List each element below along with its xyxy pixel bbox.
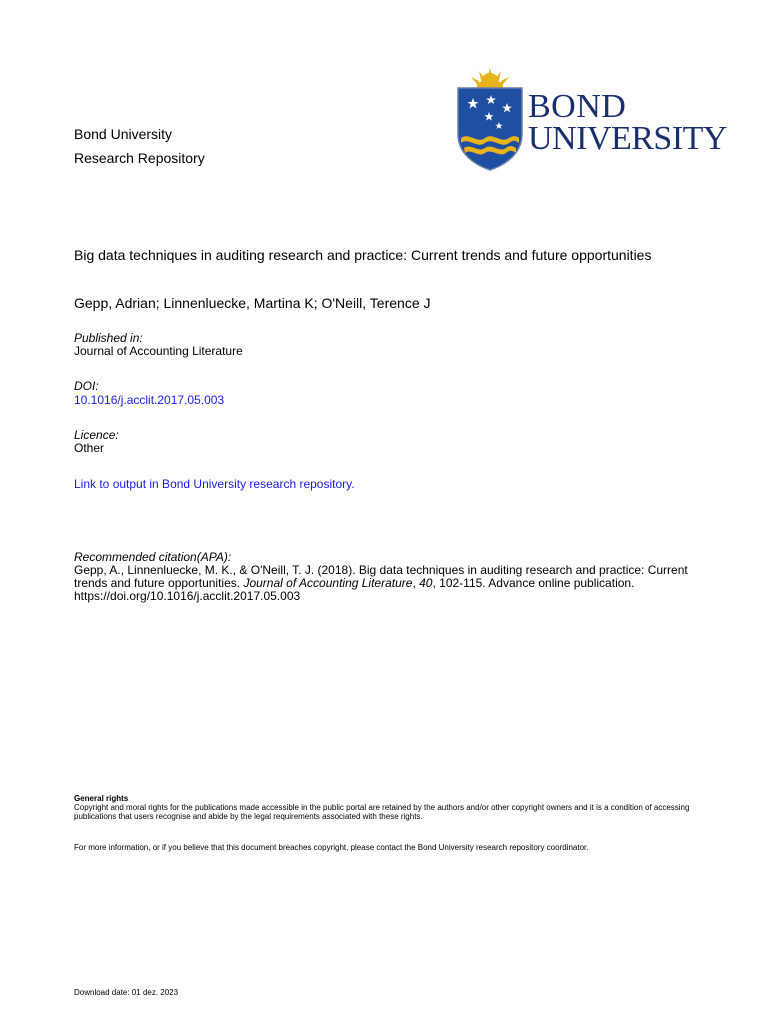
published-in-label: Published in: — [74, 331, 143, 345]
general-rights-text: Copyright and moral rights for the publications made accessible in the public portal are retained by the authors and/or other copyright owners and it is a condition of accessing publications that users recognise and abide by the legal requirements associated with these rights. — [74, 803, 690, 821]
recommended-citation — [74, 551, 714, 603]
citation-sep: , — [412, 576, 420, 590]
shield-icon — [455, 68, 525, 172]
download-date: Download date: 01 dez. 2023 — [74, 988, 179, 997]
licence-value: Other — [74, 441, 105, 455]
citation-text — [74, 564, 714, 603]
doi-link[interactable]: 10.1016/j.acclit.2017.05.003 — [74, 393, 225, 407]
published-in-value: Journal of Accounting Literature — [74, 344, 243, 358]
citation-volume: 40 — [419, 576, 433, 590]
repository-output-link[interactable]: Link to output in Bond University research repository. — [74, 477, 355, 491]
citation-journal: Journal of Accounting Literature — [243, 576, 413, 590]
citation-part1: Gepp, A., Linnenluecke, M. K., & O'Neill, T. J. (2018). Big data techniques in auditing research and practice: Current trends and future opportunities. — [74, 563, 688, 590]
contact-text: For more information, or if you believe that this document breaches copyright, please contact the Bond University research repository coordinator. — [74, 843, 589, 852]
general-rights-heading: General rights — [74, 794, 129, 803]
logo-text-bond: BOND — [528, 88, 627, 125]
repository-name: Bond University — [74, 126, 173, 142]
logo-text-university: UNIVERSITY — [528, 120, 727, 157]
citation-part2: , 102-115. Advance online publication. https://doi.org/10.1016/j.acclit.2017.05.003 — [74, 576, 635, 603]
bond-university-logo — [455, 68, 730, 172]
doi-label: DOI: — [74, 379, 99, 393]
licence-label: Licence: — [74, 428, 119, 442]
doi-section — [74, 380, 714, 407]
document-title: Big data techniques in auditing research and practice: Current trends and future opportunities — [74, 247, 652, 263]
licence-section — [74, 429, 714, 455]
published-in-section — [74, 332, 714, 358]
repository-subtitle: Research Repository — [74, 150, 205, 166]
citation-label: Recommended citation(APA): — [74, 550, 232, 564]
document-authors: Gepp, Adrian; Linnenluecke, Martina K; O'Neill, Terence J — [74, 295, 431, 311]
